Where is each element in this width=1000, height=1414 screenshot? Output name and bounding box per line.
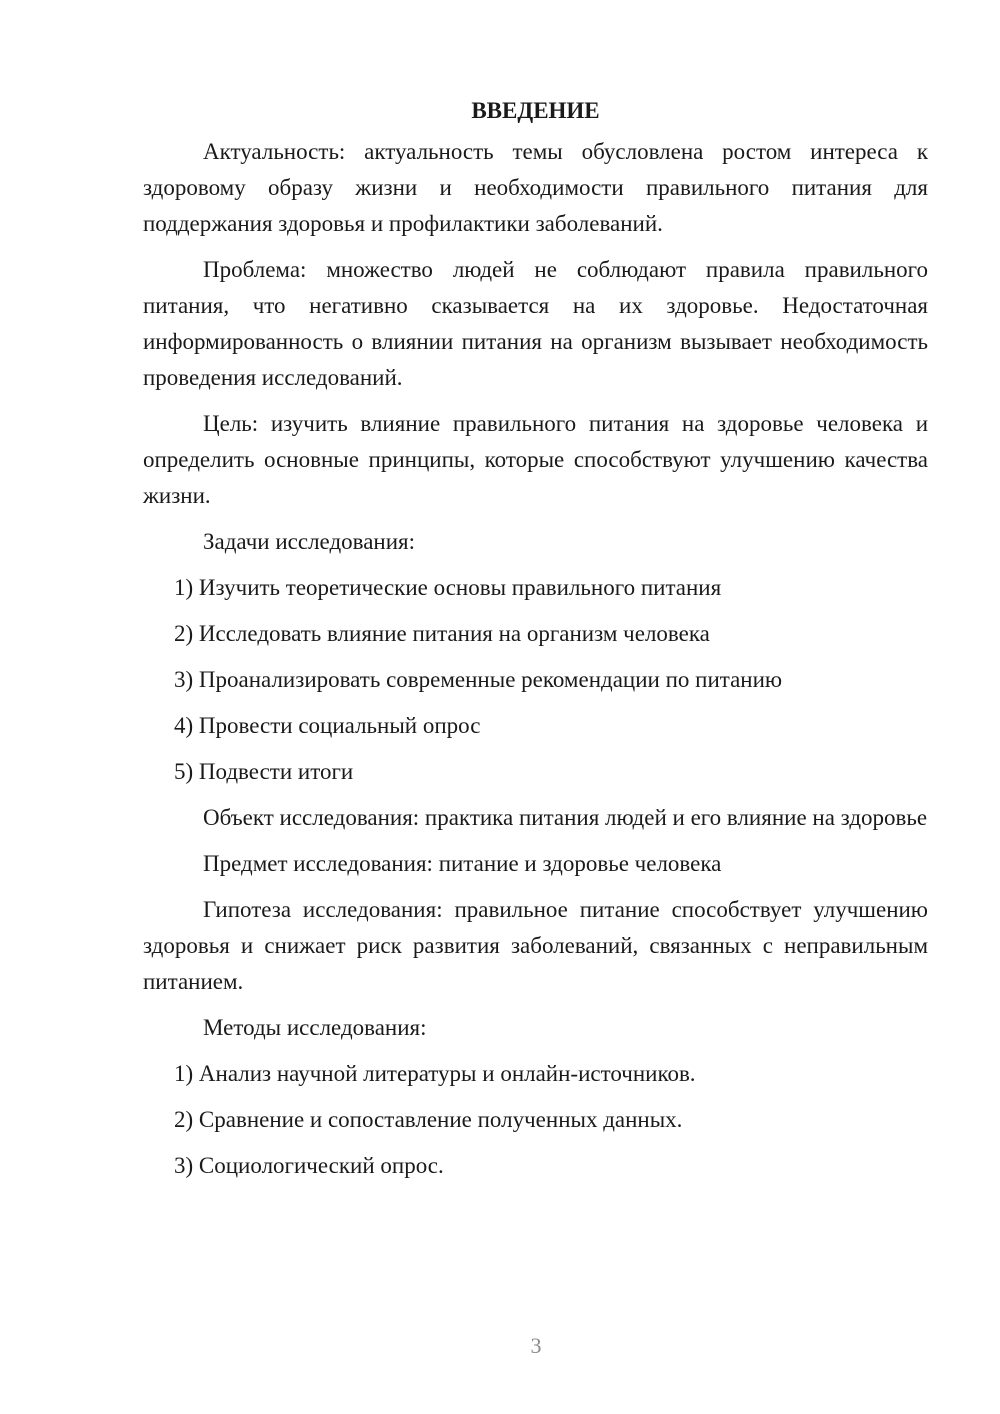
task-item: 2) Исследовать влияние питания на организм человека — [174, 621, 710, 646]
task-item: 4) Провести социальный опрос — [174, 713, 481, 738]
methods-heading: Методы исследования: — [203, 1015, 427, 1040]
page-content — [143, 96, 928, 1194]
section-title: ВВЕДЕНИЕ — [471, 98, 600, 123]
method-item: 1) Анализ научной литературы и онлайн-источников. — [174, 1061, 696, 1086]
relevance-paragraph: Актуальность: актуальность темы обусловлена ростом интереса к здоровому образу жизни и необходимости правильного питания для поддержания здоровья и профилактики заболеваний. — [143, 139, 928, 236]
task-item: 5) Подвести итоги — [174, 759, 354, 784]
problem-paragraph: Проблема: множество людей не соблюдают правила правильного питания, что негативно сказывается на их здоровье. Недостаточная информированность о влиянии питания на организм вызывает необходимость проведения исследований. — [143, 257, 928, 390]
task-item: 3) Проанализировать современные рекомендации по питанию — [174, 667, 783, 692]
page-number: 3 — [530, 1333, 542, 1358]
subject-paragraph: Предмет исследования: питание и здоровье человека — [203, 851, 722, 876]
hypothesis-paragraph: Гипотеза исследования: правильное питание способствует улучшению здоровья и снижает риск развития заболеваний, связанных с неправильным питанием. — [143, 897, 928, 994]
method-item: 3) Социологический опрос. — [174, 1153, 444, 1178]
object-paragraph: Объект исследования: практика питания людей и его влияние на здоровье — [203, 805, 928, 830]
goal-paragraph: Цель: изучить влияние правильного питания на здоровье человека и определить основные принципы, которые способствуют улучшению качества жизни. — [143, 411, 928, 508]
task-item: 1) Изучить теоретические основы правильного питания — [174, 575, 722, 600]
tasks-heading: Задачи исследования: — [203, 529, 416, 554]
tasks-list — [143, 570, 928, 790]
methods-list — [143, 1056, 928, 1184]
method-item: 2) Сравнение и сопоставление полученных данных. — [174, 1107, 683, 1132]
